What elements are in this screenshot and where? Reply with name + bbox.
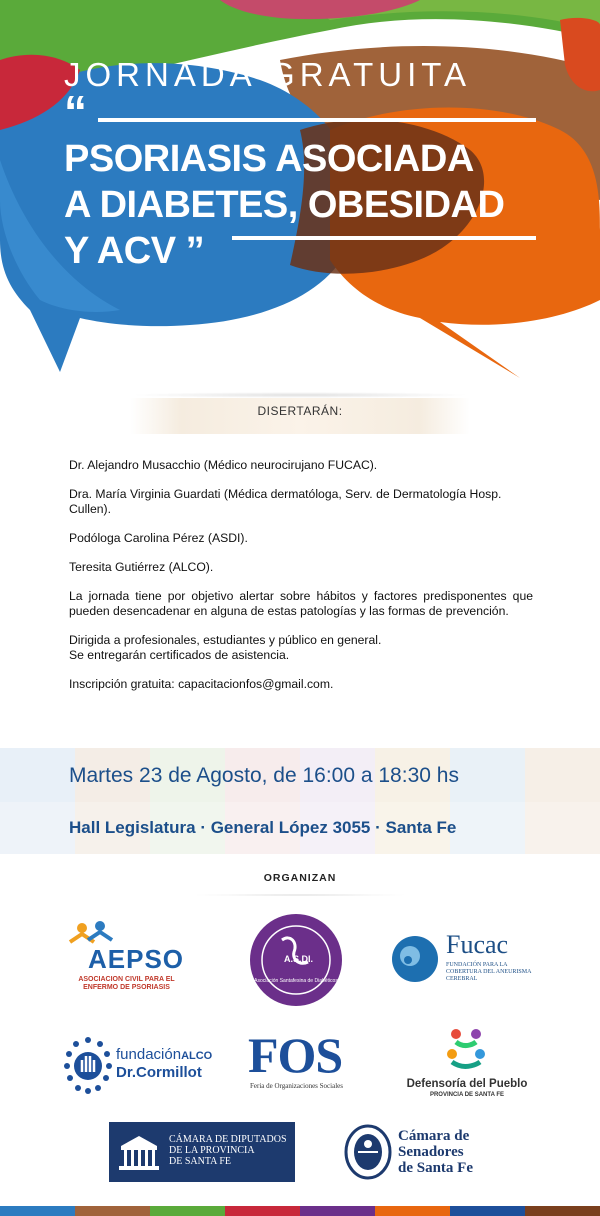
alco-name-a: fundación [116,1046,182,1063]
diputados-line-1: CÁMARA DE DIPUTADOS [169,1134,287,1145]
diputados-line-2: DE LA PROVINCIA [169,1145,255,1156]
quote-open-mark: “ [64,86,87,138]
legislature-building-icon [117,1132,161,1172]
senadores-line-3: de Santa Fe [398,1160,473,1176]
alco-logo [64,1036,224,1096]
senadores-text [398,1128,473,1176]
fucac-brain-icon [390,934,440,984]
event-datetime: Martes 23 de Agosto, de 16:00 a 18:30 hs [69,764,459,787]
audience-line-1: Dirigida a profesionales, estudiantes y público en general. [69,633,382,647]
defensoria-subtitle: PROVINCIA DE SANTA FE [429,1092,505,1098]
speaker-2: Dra. María Virginia Guardati (Médica dermatóloga, Serv. de Dermatología Hosp. Cullen). [69,487,502,516]
fucac-logo [390,930,540,990]
senadores-logo [344,1122,504,1182]
alco-hand-icon [64,1036,112,1094]
hero-banner [0,0,600,390]
title-rule-bottom [232,236,536,240]
title-line-1: PSORIASIS ASOCIADA [64,138,474,180]
event-title [64,136,554,274]
senadores-line-2: Senadores [398,1144,464,1160]
defensoria-name: Defensoría del Pueblo [406,1078,528,1090]
defensoria-logo [392,1026,542,1102]
organizers-heading: ORGANIZAN [263,872,337,884]
fos-subtitle: Feria de Organizaciones Sociales [250,1082,343,1090]
registration-info: Inscripción gratuita: capacitacionfos@gmail.com. [69,677,334,691]
bottom-color-bar [0,1206,600,1216]
aepso-logo [64,920,204,1000]
organizers-divider [190,894,410,896]
speaker-1: Dr. Alejandro Musacchio (Médico neurocirujano FUCAC). [69,458,378,472]
event-description: La jornada tiene por objetivo alertar sobre hábitos y factores predisponentes que pueden desencadenar en alguna de estas patologías y las formas de prevención. [69,589,533,618]
fucac-subtitle: FUNDACIÓN PARA LA COBERTURA DEL ANEURISMA CEREBRAL [446,962,532,982]
speakers-body [69,458,533,706]
alco-name-b: ALCO [181,1050,213,1062]
speakers-heading: DISERTARÁN: [130,398,470,434]
provincial-seal-icon [344,1124,392,1180]
alco-name-c: Dr.Cormillot [116,1064,202,1081]
aepso-subtitle: ASOCIACION CIVIL PARA EL ENFERMO DE PSORIASIS [78,976,175,991]
event-audience [69,633,533,663]
fos-name: FOS [248,1027,343,1083]
audience-line-2: Se entregarán certificados de asistencia. [69,648,290,662]
fos-logo [248,1027,368,1094]
defensoria-people-icon [442,1026,492,1076]
title-line-3: Y ACV ” [64,230,205,272]
event-location: Hall Legislatura · General López 3055 · Santa Fe [69,818,457,837]
diputados-logo [109,1122,295,1182]
speaker-3: Podóloga Carolina Pérez (ASDI). [69,531,248,545]
event-kicker: JORNADA GRATUITA [64,56,471,93]
aepso-name: AEPSO [88,944,185,974]
asdi-logo [246,912,346,1008]
speaker-4: Teresita Gutiérrez (ALCO). [69,560,214,574]
alco-name [116,1046,212,1063]
title-line-2: A DIABETES, OBESIDAD [64,184,505,226]
title-rule-top [98,118,536,122]
asdi-name: A.S.DI. [284,954,314,964]
fucac-name: Fucac [446,930,509,959]
asdi-subtitle: Asociación Santafesina de Diabéticos [254,978,338,984]
diputados-text [169,1134,287,1167]
senadores-line-1: Cámara de [398,1128,470,1144]
diputados-line-3: DE SANTA FE [169,1156,231,1167]
